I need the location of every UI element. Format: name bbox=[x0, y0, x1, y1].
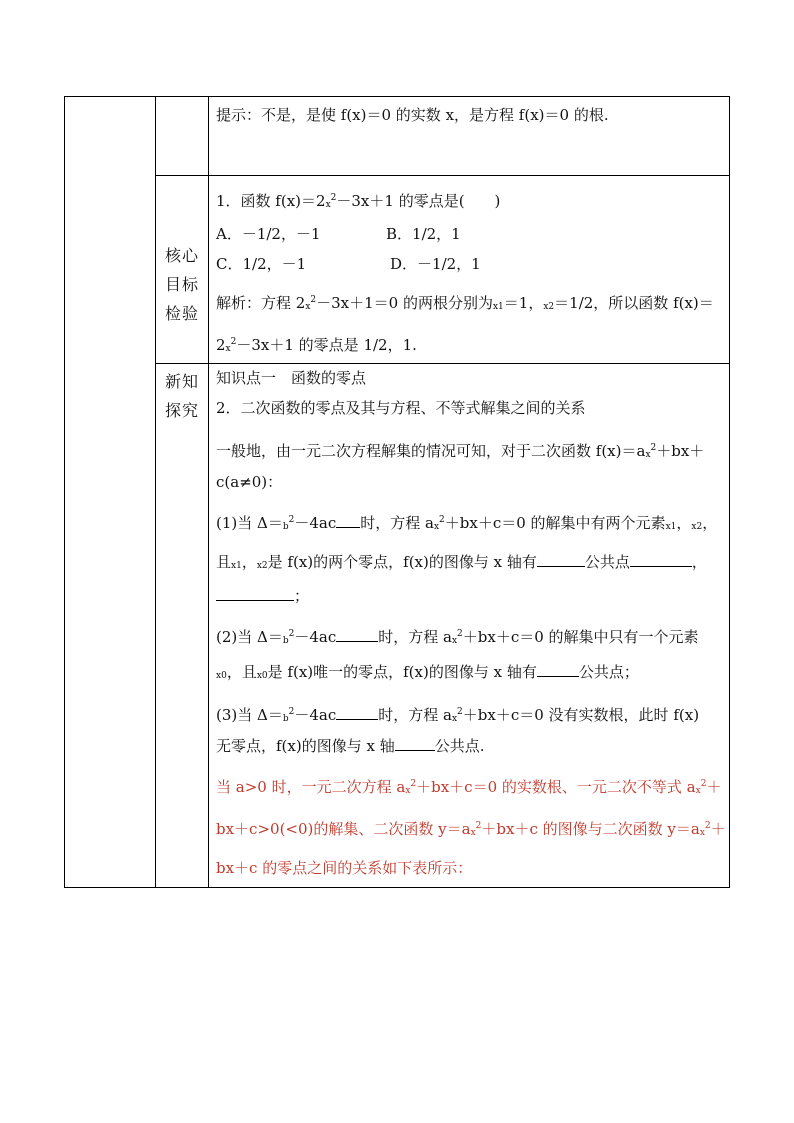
option-d: D．－1/2，1 bbox=[390, 255, 481, 273]
case-3-line-1: (3)当 $\Delta=b^2-4ac$ 时，方程 $ax^2+bx+c=0$ 没有实数根，此时 f(x) bbox=[216, 706, 700, 724]
option-b: B．1/2，1 bbox=[386, 225, 461, 243]
table-top-border bbox=[64, 96, 730, 97]
row-divider-2 bbox=[155, 363, 730, 364]
relation-note-line-1: 当 a>0 时，一元二次方程 $ax^2+bx+c=0$ 的实数根、一元二次不等式 $ax^2+$ bbox=[216, 778, 722, 796]
case-1-line-3: ； bbox=[216, 587, 309, 605]
column-divider-1 bbox=[155, 96, 156, 888]
options-row-1 bbox=[216, 225, 461, 243]
check-label-line-1: 核心 bbox=[165, 246, 200, 265]
section-subtitle: 2．二次函数的零点及其与方程、不等式解集之间的关系 bbox=[216, 399, 586, 417]
check-label bbox=[165, 241, 199, 328]
solution-line-1: 解析：方程 $2x^2-3x+1=0$ 的两根分别为x1＝1，x2＝1/2，所以函数 f(x)＝ bbox=[216, 294, 714, 312]
blank bbox=[537, 663, 579, 677]
options-row-2 bbox=[216, 255, 481, 273]
knowledge-point-title: 知识点一 函数的零点 bbox=[216, 369, 367, 387]
check-label-line-2: 目标 bbox=[165, 275, 200, 294]
case-2-line-2: x0，且x0是 f(x)唯一的零点，f(x)的图像与 x 轴有 公共点； bbox=[216, 663, 639, 681]
explore-label bbox=[165, 367, 199, 425]
table-bottom-border bbox=[64, 887, 730, 888]
explore-label-line-2: 探究 bbox=[165, 401, 200, 420]
option-a: A．－1/2，－1 bbox=[216, 225, 321, 243]
question-1: 1．函数 $f(x)=2x^2-3x+1$ 的零点是( ) bbox=[216, 192, 501, 210]
intro-line-2: c(a≠0)： bbox=[216, 473, 283, 491]
intro-line-1: 一般地，由一元二次方程解集的情况可知，对于二次函数 $f(x)=ax^2+bx+$ bbox=[216, 442, 705, 460]
table-right-border bbox=[729, 96, 730, 888]
relation-note-line-2: bx＋c>0(<0)的解集、二次函数 $y=ax^2+bx+c$ 的图像与二次函数 $y=ax^2+$ bbox=[216, 820, 726, 838]
blank bbox=[336, 628, 378, 642]
blank bbox=[216, 587, 294, 601]
case-1-line-2: 且x1，x2是 f(x)的两个零点，f(x)的图像与 x 轴有 公共点 ， bbox=[216, 553, 707, 571]
hint-text: 提示：不是，是使 f(x)＝0 的实数 x，是方程 f(x)＝0 的根. bbox=[216, 106, 609, 124]
check-label-line-3: 检验 bbox=[165, 304, 200, 323]
blank bbox=[395, 737, 435, 751]
blank bbox=[537, 553, 585, 567]
row-divider-1 bbox=[155, 175, 730, 176]
blank bbox=[336, 706, 378, 720]
column-divider-2 bbox=[208, 96, 209, 888]
solution-line-2: $2x^2-3x+1$ 的零点是 1/2，1. bbox=[216, 336, 417, 354]
case-1-line-1: (1)当 $\Delta=b^2-4ac$ 时，方程 $ax^2+bx+c=0$ 的解集中有两个元素x1，x2， bbox=[216, 514, 718, 532]
case-3-line-2: 无零点，f(x)的图像与 x 轴 公共点. bbox=[216, 737, 485, 755]
option-c: C．1/2，－1 bbox=[216, 255, 307, 273]
case-2-line-1: (2)当 $\Delta=b^2-4ac$ 时，方程 $ax^2+bx+c=0$ 的解集中只有一个元素 bbox=[216, 628, 699, 646]
lesson-table bbox=[64, 96, 730, 888]
blank bbox=[336, 514, 360, 528]
blank bbox=[630, 553, 692, 567]
explore-label-line-1: 新知 bbox=[165, 372, 200, 391]
relation-note-line-3: bx＋c 的零点之间的关系如下表所示： bbox=[216, 859, 473, 877]
table-left-border bbox=[64, 96, 65, 888]
